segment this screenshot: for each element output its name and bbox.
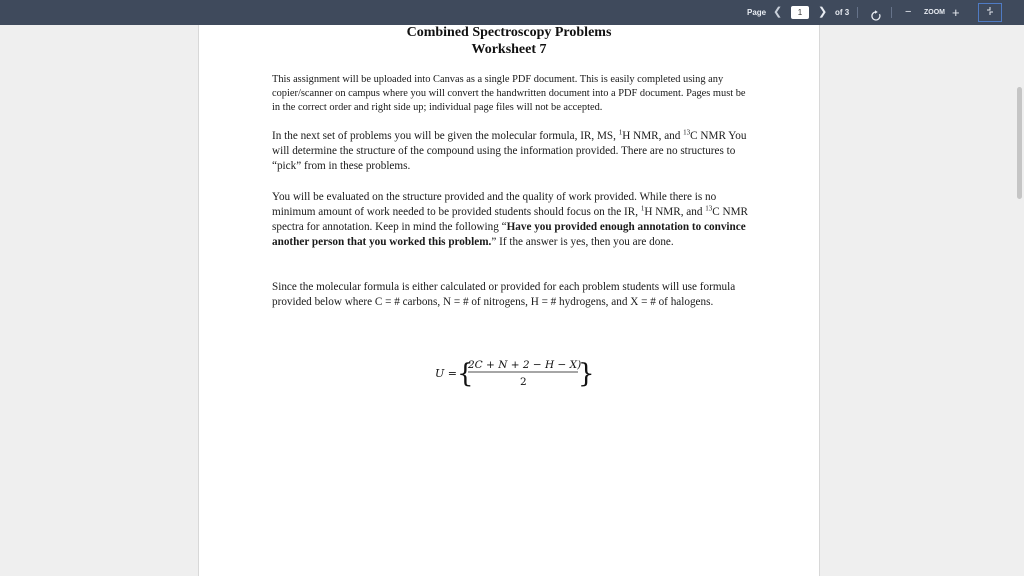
document-subtitle: Worksheet 7	[471, 42, 547, 57]
text-run: C NMR spectra for annotation. Keep in mind the following “	[272, 206, 748, 233]
chevron-right-icon: ❯	[818, 6, 828, 18]
document-viewport[interactable]	[0, 25, 1024, 576]
next-page-button[interactable]	[818, 0, 827, 25]
page-label: Page	[747, 8, 767, 17]
paragraph-problem-description	[272, 129, 748, 174]
paragraph-upload-instructions: This assignment will be uploaded into Canvas as a single PDF document. This is easily completed using any copier/scanner on campus where you will convert the handwritten document into a PDF document. Pages must be in the correct order and right side up; individual page files will not be accepted.	[272, 74, 746, 113]
paragraph-formula-intro: Since the molecular formula is either calculated or provided for each problem students will use formula provided below where C = # carbons, N = # of nitrogens, H = # hydrogens, and X = # of halogens.	[272, 281, 736, 308]
page-number-input[interactable]	[791, 6, 809, 19]
rotate-button[interactable]	[870, 7, 882, 19]
chevron-left-icon: ❮	[773, 6, 783, 18]
zoom-in-button[interactable]: +	[952, 5, 960, 20]
zoom-label: ZOOM	[924, 9, 945, 16]
text-run: ” If the answer is yes, then you are done.	[491, 236, 674, 248]
text-run: H NMR, and	[622, 130, 684, 142]
exit-fullscreen-button[interactable]	[978, 3, 1002, 22]
bold-text: Have you provided enough annotation to convince another person that you worked this problem.	[272, 221, 746, 248]
superscript: 13	[683, 128, 691, 137]
vertical-scrollbar[interactable]	[1017, 87, 1022, 199]
unsaturation-formula	[435, 355, 595, 391]
left-brace: {	[457, 359, 474, 389]
superscript: 13	[705, 204, 713, 213]
superscript: 1	[640, 204, 645, 213]
text-run: You will be evaluated on the structure provided and the quality of work provided. While there is no minimum amount of work needed to be provided students should focus on the IR,	[272, 191, 717, 218]
document-title: Combined Spectroscopy Problems	[406, 25, 612, 40]
pdf-page	[198, 25, 820, 576]
right-brace: }	[578, 359, 595, 389]
prev-page-button[interactable]	[773, 0, 782, 25]
text-run: C NMR You will determine the structure of the compound using the information provided. There are no structures to “pick” from in these problems.	[272, 130, 747, 172]
text-run: H NMR, and	[644, 206, 706, 218]
page-count-label: of 3	[835, 8, 850, 17]
toolbar-divider	[891, 7, 892, 18]
formula-denominator: 2	[520, 376, 527, 388]
text-run: In the next set of problems you will be given the molecular formula, IR, MS,	[272, 130, 619, 142]
formula-lhs: U =	[435, 367, 457, 380]
formula-numerator: 2C + N + 2 − H − X)	[468, 359, 582, 371]
superscript: 1	[618, 128, 623, 137]
zoom-out-button[interactable]: −	[905, 6, 912, 18]
pdf-toolbar	[0, 0, 1024, 25]
exit-fullscreen-icon	[979, 4, 1001, 21]
paragraph-evaluation	[272, 190, 748, 250]
rotate-icon	[870, 10, 882, 22]
toolbar-divider	[857, 7, 858, 18]
